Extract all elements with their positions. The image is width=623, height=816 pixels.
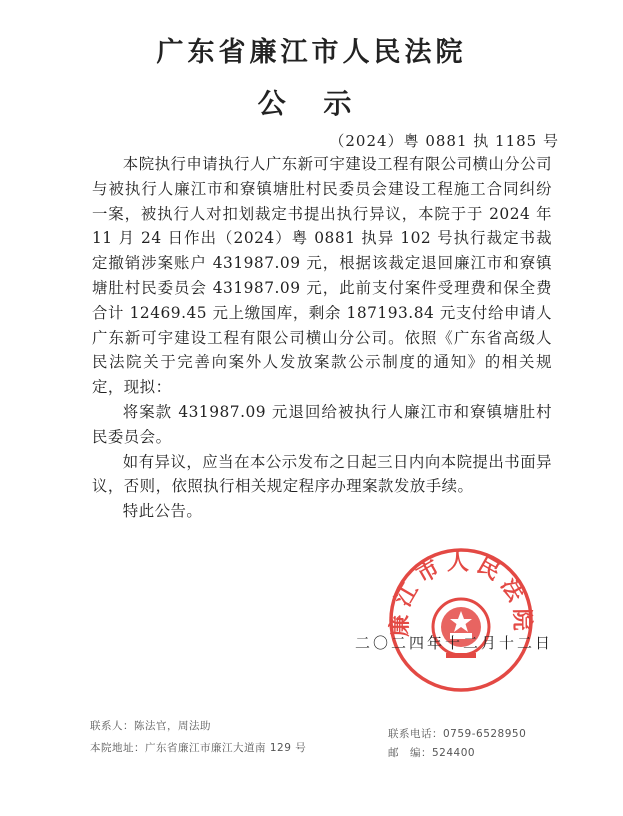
footer-postcode-value: 524400 — [432, 747, 476, 759]
paragraph-main: 本院执行申请执行人广东新可宇建设工程有限公司横山分公司与被执行人廉江市和寮镇塘肚村民委员会建设工程施工合同纠纷一案，被执行人对扣划裁定书提出执行异议，本院于于 2024 年 11 月 24 日作出（2024）粤 0881 执异 102 号执行裁定书裁定撤销涉案账户 431987.09 元，根据该裁定退回廉江市和寮镇塘肚村民委员会 431987.09 元，此前支付案件受理费和保全费合计 12469.45 元上缴国库，剩余 187193.84 元支付给申请人广东新可宇建设工程有限公司横山分公司。依照《广东省高级人民法院关于完善向案外人发放案款公示制度的通知》的相关规定，现拟： — [92, 155, 552, 397]
notice-title: 公 示 — [257, 87, 366, 120]
footer-phone — [388, 726, 526, 741]
paragraph-closing: 特此公告。 — [122, 502, 203, 521]
seal-text: 廉江市人民法院 — [386, 549, 536, 637]
footer-address — [90, 740, 306, 755]
footer-phone-label: 联系电话： — [388, 728, 443, 740]
paragraph-objection: 如有异议，应当在本公示发布之日起三日内向本院提出书面异议，否则，依照执行相关规定程序办理案款发放手续。 — [92, 452, 552, 496]
paragraph-proposal: 将案款 431987.09 元退回给被执行人廉江市和寮镇塘肚村民委员会。 — [92, 402, 552, 446]
footer-phone-value: 0759-6528950 — [443, 728, 527, 740]
footer-contact-value: 陈法官，周法助 — [134, 720, 211, 732]
case-number: （2024）粤 0881 执 1185 号 — [329, 132, 559, 150]
notice-body — [92, 152, 552, 524]
footer-address-label: 本院地址： — [90, 742, 145, 754]
court-name: 广东省廉江市人民法院 — [156, 37, 467, 68]
footer-contact-label: 联系人： — [90, 720, 134, 732]
footer-postcode — [388, 745, 475, 760]
court-seal — [386, 545, 536, 695]
issue-date: 二〇二四年十二月十二日 — [354, 634, 553, 652]
footer-address-value: 广东省廉江市廉江大道南 129 号 — [145, 742, 307, 754]
footer-contact — [90, 718, 211, 733]
footer-postcode-label: 邮 编： — [388, 747, 432, 759]
